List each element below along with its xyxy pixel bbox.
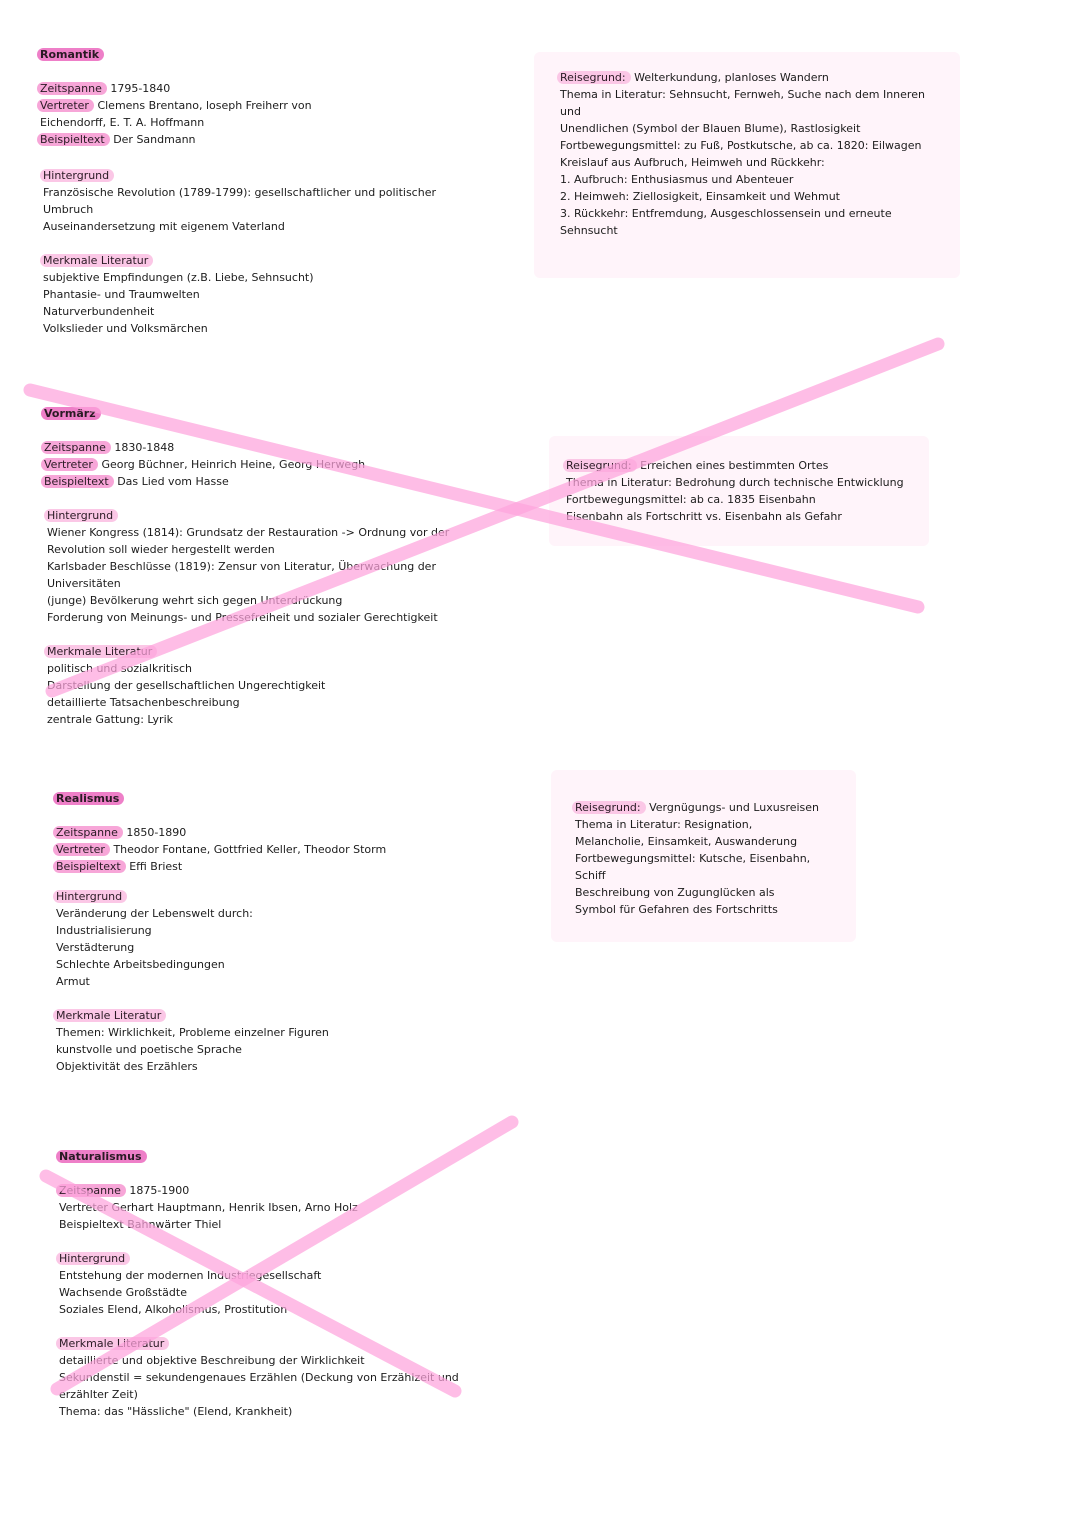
reise-line: Kreislauf aus Aufbruch, Heimweh und Rückkehr: bbox=[560, 156, 825, 169]
hintergrund-line: Verstädterung bbox=[56, 941, 135, 954]
label-zeitspanne: Zeitspanne bbox=[53, 826, 123, 839]
label-hintergrund: Hintergrund bbox=[40, 169, 114, 182]
reise-line: Sehnsucht bbox=[560, 224, 618, 237]
section-title: Realismus bbox=[53, 792, 124, 805]
reise-line: 1. Aufbruch: Enthusiasmus und Abenteuer bbox=[560, 173, 794, 186]
note-romantik-reise bbox=[534, 52, 960, 278]
beispieltext-value: Der Sandmann bbox=[113, 133, 196, 146]
merkmal-line: detaillierte und objektive Beschreibung der Wirklichkeit bbox=[59, 1354, 365, 1367]
label-reisegrund: Reisegrund: bbox=[563, 459, 637, 472]
hintergrund-line: Entstehung der modernen Industriegesellschaft bbox=[59, 1269, 322, 1282]
merkmal-line: kunstvolle und poetische Sprache bbox=[56, 1043, 242, 1056]
merkmal-line: Themen: Wirklichkeit, Probleme einzelner Figuren bbox=[56, 1026, 329, 1039]
label-merkmale: Merkmale Literatur bbox=[56, 1337, 169, 1350]
label-merkmale: Merkmale Literatur bbox=[44, 645, 157, 658]
label-zeitspanne: Zeitspanne bbox=[41, 441, 111, 454]
reisegrund-value: Vergnügungs- und Luxusreisen bbox=[649, 801, 820, 814]
label-zeitspanne: Zeitspanne bbox=[56, 1184, 126, 1197]
section-vormaerz bbox=[44, 405, 484, 728]
merkmal-line: Volkslieder und Volksmärchen bbox=[43, 322, 208, 335]
hintergrund-line: Wachsende Großstädte bbox=[59, 1286, 187, 1299]
merkmal-line: Naturverbundenheit bbox=[43, 305, 155, 318]
hintergrund-line: Veränderung der Lebenswelt durch: bbox=[56, 907, 253, 920]
label-hintergrund: Hintergrund bbox=[53, 890, 127, 903]
note-realismus-reise bbox=[551, 770, 856, 942]
merkmal-line: Thema: das "Hässliche" (Elend, Krankheit) bbox=[59, 1405, 293, 1418]
label-zeitspanne: Zeitspanne bbox=[37, 82, 107, 95]
label-beispieltext: Beispieltext bbox=[37, 133, 110, 146]
hintergrund-line: Auseinandersetzung mit eigenem Vaterland bbox=[43, 220, 285, 233]
note-vormaerz-reise bbox=[549, 436, 929, 546]
reise-line: 3. Rückkehr: Entfremdung, Ausgeschlossensein und erneute bbox=[560, 207, 892, 220]
reise-line: Thema in Literatur: Bedrohung durch technische Entwicklung bbox=[566, 476, 904, 489]
section-naturalismus bbox=[59, 1148, 479, 1420]
reise-line: Symbol für Gefahren des Fortschritts bbox=[575, 903, 778, 916]
label-hintergrund: Hintergrund bbox=[56, 1252, 130, 1265]
merkmal-line: erzählter Zeit) bbox=[59, 1388, 138, 1401]
section-romantik bbox=[40, 46, 460, 337]
hintergrund-line: Revolution soll wieder hergestellt werden bbox=[47, 543, 275, 556]
beispieltext-value: Das Lied vom Hasse bbox=[117, 475, 229, 488]
reise-line: Melancholie, Einsamkeit, Auswanderung bbox=[575, 835, 798, 848]
label-merkmale: Merkmale Literatur bbox=[40, 254, 153, 267]
label-vertreter: Vertreter bbox=[53, 843, 110, 856]
hintergrund-line: Universitäten bbox=[47, 577, 121, 590]
vertreter-value: Theodor Fontane, Gottfried Keller, Theodor Storm bbox=[113, 843, 387, 856]
reise-line: Eisenbahn als Fortschritt vs. Eisenbahn als Gefahr bbox=[566, 510, 842, 523]
section-title: Vormärz bbox=[41, 407, 101, 420]
merkmal-line: zentrale Gattung: Lyrik bbox=[47, 713, 174, 726]
vertreter-value-cont: Eichendorff, E. T. A. Hoffmann bbox=[40, 116, 205, 129]
reise-line: 2. Heimweh: Ziellosigkeit, Einsamkeit und Wehmut bbox=[560, 190, 840, 203]
hintergrund-line: Forderung von Meinungs- und Pressefreiheit und sozialer Gerechtigkeit bbox=[47, 611, 438, 624]
reise-line: und bbox=[560, 105, 581, 118]
zeitspanne-value: 1875-1900 bbox=[129, 1184, 190, 1197]
reise-line: Fortbewegungsmittel: Kutsche, Eisenbahn, bbox=[575, 852, 811, 865]
hintergrund-line: (junge) Bevölkerung wehrt sich gegen Unterdrückung bbox=[47, 594, 343, 607]
vertreter-value: Gerhart Hauptmann, Henrik Ibsen, Arno Holz bbox=[111, 1201, 358, 1214]
beispieltext-value: Effi Briest bbox=[129, 860, 183, 873]
zeitspanne-value: 1850-1890 bbox=[126, 826, 187, 839]
section-title: Romantik bbox=[37, 48, 104, 61]
reise-line: Fortbewegungsmittel: ab ca. 1835 Eisenbahn bbox=[566, 493, 816, 506]
label-beispieltext: Beispieltext bbox=[41, 475, 114, 488]
label-vertreter: Vertreter bbox=[41, 458, 98, 471]
label-vertreter: Vertreter bbox=[59, 1201, 108, 1214]
merkmal-line: politisch und sozialkritisch bbox=[47, 662, 193, 675]
merkmal-line: Sekundenstil = sekundengenaues Erzählen (Deckung von Erzählzeit und bbox=[59, 1371, 459, 1384]
zeitspanne-value: 1795-1840 bbox=[110, 82, 171, 95]
reise-line: Thema in Literatur: Resignation, bbox=[575, 818, 753, 831]
section-realismus bbox=[56, 790, 456, 1075]
reisegrund-value: Welterkundung, planloses Wandern bbox=[634, 71, 829, 84]
hintergrund-line: Industrialisierung bbox=[56, 924, 152, 937]
hintergrund-line: Wiener Kongress (1814): Grundsatz der Restauration -> Ordnung vor der bbox=[47, 526, 450, 539]
label-reisegrund: Reisegrund: bbox=[557, 71, 631, 84]
hintergrund-line: Französische Revolution (1789-1799): gesellschaftlicher und politischer bbox=[43, 186, 436, 199]
merkmal-line: Phantasie- und Traumwelten bbox=[43, 288, 200, 301]
label-hintergrund: Hintergrund bbox=[44, 509, 118, 522]
hintergrund-line: Soziales Elend, Alkoholismus, Prostitution bbox=[59, 1303, 288, 1316]
merkmal-line: Objektivität des Erzählers bbox=[56, 1060, 198, 1073]
hintergrund-line: Armut bbox=[56, 975, 90, 988]
label-beispieltext: Beispieltext bbox=[53, 860, 126, 873]
reisegrund-value: Erreichen eines bestimmten Ortes bbox=[640, 459, 829, 472]
label-merkmale: Merkmale Literatur bbox=[53, 1009, 166, 1022]
merkmal-line: subjektive Empfindungen (z.B. Liebe, Sehnsucht) bbox=[43, 271, 314, 284]
reise-line: Schiff bbox=[575, 869, 606, 882]
beispieltext-value: Bahnwärter Thiel bbox=[127, 1218, 222, 1231]
reise-line: Beschreibung von Zugunglücken als bbox=[575, 886, 775, 899]
section-title: Naturalismus bbox=[56, 1150, 147, 1163]
merkmal-line: Darstellung der gesellschaftlichen Ungerechtigkeit bbox=[47, 679, 326, 692]
merkmal-line: detaillierte Tatsachenbeschreibung bbox=[47, 696, 240, 709]
hintergrund-line: Schlechte Arbeitsbedingungen bbox=[56, 958, 225, 971]
reise-line: Unendlichen (Symbol der Blauen Blume), Rastlosigkeit bbox=[560, 122, 861, 135]
label-beispieltext: Beispieltext bbox=[59, 1218, 124, 1231]
vertreter-value: Georg Büchner, Heinrich Heine, Georg Herwegh bbox=[101, 458, 366, 471]
hintergrund-line: Karlsbader Beschlüsse (1819): Zensur von Literatur, Überwachung der bbox=[47, 560, 436, 573]
hintergrund-line: Umbruch bbox=[43, 203, 94, 216]
reise-line: Thema in Literatur: Sehnsucht, Fernweh, Suche nach dem Inneren bbox=[560, 88, 925, 101]
zeitspanne-value: 1830-1848 bbox=[114, 441, 175, 454]
label-vertreter: Vertreter bbox=[37, 99, 94, 112]
label-reisegrund: Reisegrund: bbox=[572, 801, 646, 814]
vertreter-value: Clemens Brentano, loseph Freiherr von bbox=[97, 99, 312, 112]
reise-line: Fortbewegungsmittel: zu Fuß, Postkutsche, ab ca. 1820: Eilwagen bbox=[560, 139, 922, 152]
